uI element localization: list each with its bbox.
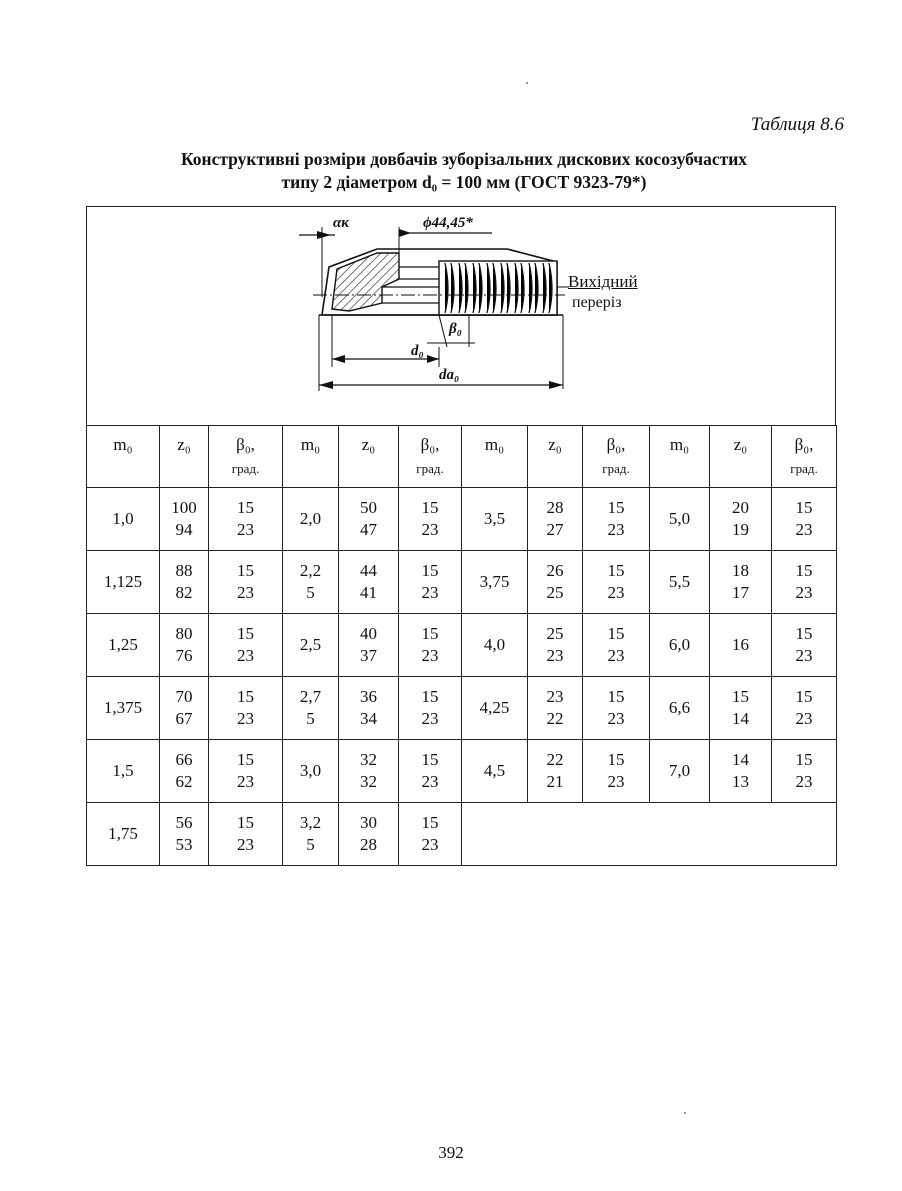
table-row [87,803,837,866]
column-header-symbol: β₀, [606,435,626,454]
teeth-count-cell-value: 100 [171,498,197,517]
column-header-symbol: z₀ [548,435,562,454]
helix-angle-cell [583,740,650,803]
helix-angle-cell [209,803,283,866]
helix-angle-cell-value: 15 [795,750,813,769]
column-header-unit: град. [231,461,260,476]
teeth-count-cell-value: 15 [732,687,749,706]
helix-angle-cell-value: 15 [237,624,254,643]
helix-angle-cell [399,614,462,677]
teeth-count-cell-value: 40 [360,624,377,643]
teeth-count-cell-value: 62 [175,772,193,791]
teeth-region [439,261,557,315]
teeth-count-cell [160,677,209,740]
helix-angle-cell-value: 15 [421,750,439,769]
helix-angle-cell [209,740,283,803]
teeth-count-cell-value: 34 [360,709,377,728]
module-cell-value: 5 [306,709,315,728]
module-cell [650,677,710,740]
helix-angle-cell [209,551,283,614]
output-section-label: Вихідний [568,272,638,291]
teeth-count-cell-value: 28 [360,835,377,854]
helix-angle-cell-value: 23 [607,646,625,665]
d0-label: d₀ [411,343,424,359]
table-number: Таблиця 8.6 [750,114,844,135]
output-section-label-2: переріз [572,294,622,311]
helix-angle-cell [209,488,283,551]
column-header [209,426,283,488]
beta-label: β₀ [449,321,462,337]
teeth-count-cell [710,488,772,551]
module-cell-value: 3,2 [299,813,322,832]
helix-angle-cell-value: 15 [607,750,625,769]
helix-angle-cell-value: 23 [421,646,439,665]
module-cell-value: 2,2 [299,561,322,580]
scan-speck [684,1112,686,1114]
helix-angle-cell-value: 15 [421,687,439,706]
module-cell-value: 3,5 [483,509,506,528]
helix-angle-cell-value: 23 [237,772,254,791]
helix-angle-cell-value: 15 [607,624,625,643]
helix-angle-cell-value: 15 [421,561,439,580]
column-header-unit: град. [416,461,444,476]
helix-angle-cell-value: 15 [421,624,439,643]
teeth-count-cell-value: 22 [546,709,564,728]
column-header [710,426,772,488]
diameter-label: ϕ44,45* [423,215,473,231]
helix-angle-cell-value: 15 [421,813,439,832]
column-header-unit: град. [790,461,818,476]
table-row [87,677,837,740]
teeth-count-cell [160,551,209,614]
teeth-count-cell-value: 14 [732,709,749,728]
module-cell [283,677,339,740]
helix-angle-cell-value: 23 [421,520,439,539]
da0-label: dа₀ [439,367,460,383]
table-row [87,488,837,551]
module-cell-value: 5,5 [668,572,691,591]
teeth-count-cell-value: 88 [175,561,193,580]
column-header [160,426,209,488]
helix-angle-cell-value: 15 [607,687,625,706]
title-line-2: типу 2 діаметром d₀ = 100 мм (ГОСТ 9323-79*) [281,172,647,192]
helix-angle-cell-value: 23 [237,835,254,854]
table-row [87,740,837,803]
module-cell [283,488,339,551]
helix-angle-cell-value: 15 [421,498,439,517]
module-cell [650,740,710,803]
module-cell-value: 1,25 [108,635,138,654]
helix-angle-cell-value: 23 [795,646,813,665]
teeth-count-cell [160,740,209,803]
teeth-count-cell-value: 18 [732,561,749,580]
helix-angle-cell-value: 15 [795,498,813,517]
module-cell [650,614,710,677]
helix-angle-cell-value: 15 [237,561,254,580]
module-cell-value: 6,6 [668,698,691,717]
helix-angle-cell-value: 15 [237,687,254,706]
module-cell [87,488,160,551]
teeth-count-cell-value: 56 [175,813,193,832]
helix-angle-cell-value: 23 [607,520,625,539]
helix-angle-cell-value: 23 [607,772,625,791]
teeth-count-cell [528,614,583,677]
teeth-count-cell-value: 13 [732,772,749,791]
teeth-count-cell-value: 67 [175,709,193,728]
module-cell [462,614,528,677]
column-header-symbol: m₀ [669,435,690,454]
helix-angle-cell-value: 15 [237,750,254,769]
module-cell-value: 4,25 [479,698,510,717]
column-header-symbol: β₀, [794,435,814,454]
module-cell-value: 5,0 [668,509,691,528]
module-cell [283,803,339,866]
module-cell-value: 1,125 [103,572,143,591]
column-header-symbol: β₀, [420,435,440,454]
teeth-count-cell [160,614,209,677]
teeth-count-cell-value: 23 [546,646,564,665]
teeth-count-cell [339,551,399,614]
module-cell-value: 1,375 [103,698,143,717]
page-number: 392 [438,1143,464,1162]
helix-angle-cell [399,803,462,866]
teeth-count-cell [339,740,399,803]
module-cell [462,488,528,551]
teeth-count-cell-value: 66 [175,750,193,769]
column-header-symbol: m₀ [300,435,321,454]
helix-angle-cell-value: 15 [795,687,813,706]
teeth-count-cell [710,551,772,614]
cutter-drawing [86,206,836,426]
module-cell [650,551,710,614]
teeth-count-cell [339,614,399,677]
column-header [583,426,650,488]
table-row [87,614,837,677]
module-cell-value: 4,5 [483,761,506,780]
teeth-count-cell-value: 94 [175,520,193,539]
helix-angle-cell [399,551,462,614]
module-cell-value: 7,0 [668,761,691,780]
helix-angle-cell-value: 23 [421,709,439,728]
module-cell-value: 3,75 [479,572,510,591]
teeth-count-cell-value: 30 [360,813,377,832]
helix-angle-cell [399,488,462,551]
module-cell [650,488,710,551]
teeth-count-cell [710,740,772,803]
teeth-count-cell [710,677,772,740]
helix-angle-cell-value: 23 [421,772,439,791]
column-header-symbol: z₀ [733,435,748,454]
teeth-count-cell-value: 70 [175,687,193,706]
helix-angle-cell-value: 23 [795,520,813,539]
helix-angle-cell-value: 23 [237,709,254,728]
helix-angle-cell-value: 23 [795,709,813,728]
scan-speck [526,82,528,84]
module-cell-value: 5 [306,835,315,854]
teeth-count-cell-value: 16 [732,635,749,654]
teeth-count-cell-value: 19 [732,520,749,539]
teeth-count-cell-value: 32 [360,772,377,791]
teeth-count-cell-value: 28 [546,498,564,517]
column-header-symbol: m₀ [484,435,505,454]
helix-angle-cell [772,740,837,803]
teeth-count-cell-value: 50 [360,498,377,517]
column-header [650,426,710,488]
module-cell [87,803,160,866]
helix-angle-cell [772,488,837,551]
teeth-count-cell [339,488,399,551]
helix-angle-cell-value: 15 [795,624,813,643]
helix-angle-cell-value: 23 [237,583,254,602]
helix-angle-cell-value: 23 [237,646,254,665]
helix-angle-cell [583,677,650,740]
helix-angle-cell-value: 15 [237,813,254,832]
column-header-symbol: m₀ [113,435,133,454]
teeth-count-cell [160,488,209,551]
module-cell-value: 5 [306,583,315,602]
title-line-1: Конструктивні розміри довбачів зуборізальних дискових косозубчастих [180,149,748,169]
helix-angle-cell [772,551,837,614]
module-cell [87,740,160,803]
module-cell [462,551,528,614]
helix-angle-cell [209,614,283,677]
module-cell-value: 1,75 [108,824,138,843]
helix-angle-cell [583,551,650,614]
module-cell [283,614,339,677]
teeth-count-cell-value: 80 [175,624,193,643]
teeth-count-cell [528,488,583,551]
dimensions-table [86,425,837,866]
teeth-count-cell [528,740,583,803]
column-header [462,426,528,488]
helix-angle-cell [583,614,650,677]
teeth-count-cell-value: 17 [732,583,749,602]
helix-angle-cell [583,488,650,551]
helix-angle-cell-value: 23 [795,583,813,602]
module-cell-value: 2,5 [299,635,322,654]
module-cell [87,614,160,677]
module-cell [283,740,339,803]
teeth-count-cell [528,551,583,614]
helix-angle-cell [399,740,462,803]
module-cell-value: 6,0 [668,635,691,654]
helix-angle-cell [772,614,837,677]
helix-angle-cell [399,677,462,740]
teeth-count-cell [160,803,209,866]
module-cell-value: 1,5 [112,761,134,780]
teeth-count-cell-value: 32 [360,750,377,769]
table-row [87,551,837,614]
teeth-count-cell-value: 44 [360,561,377,580]
helix-angle-cell-value: 23 [607,583,625,602]
teeth-count-cell-value: 82 [175,583,193,602]
cutter-cross-section-diagram [87,207,837,427]
helix-angle-cell-value: 23 [607,709,625,728]
helix-angle-cell-value: 15 [607,561,625,580]
teeth-count-cell-value: 25 [546,624,564,643]
column-header [283,426,339,488]
empty-cell [462,803,837,866]
column-header-unit: град. [602,461,630,476]
module-cell [87,677,160,740]
teeth-count-cell-value: 25 [546,583,564,602]
teeth-count-cell-value: 27 [546,520,564,539]
helix-angle-cell-value: 23 [421,583,439,602]
module-cell-value: 2,0 [299,509,322,528]
teeth-count-cell-value: 23 [546,687,564,706]
module-cell [87,551,160,614]
teeth-count-cell-value: 37 [360,646,377,665]
teeth-count-cell-value: 20 [732,498,749,517]
module-cell [462,677,528,740]
teeth-count-cell-value: 22 [546,750,564,769]
helix-angle-cell [209,677,283,740]
alpha-k-label: αк [333,215,349,231]
teeth-count-cell-value: 21 [546,772,564,791]
teeth-count-cell-value: 53 [175,835,193,854]
column-header [339,426,399,488]
column-header [87,426,160,488]
teeth-count-cell-value: 76 [175,646,193,665]
teeth-count-cell-value: 41 [360,583,377,602]
teeth-count-cell-value: 47 [360,520,377,539]
column-header-symbol: z₀ [361,435,376,454]
teeth-count-cell-value: 14 [732,750,749,769]
module-cell-value: 3,0 [299,761,322,780]
module-cell-value: 4,0 [483,635,506,654]
module-cell-value: 1,0 [112,509,134,528]
teeth-count-cell [339,803,399,866]
module-cell-value: 2,7 [299,687,322,706]
helix-angle-cell-value: 23 [421,835,439,854]
column-header [399,426,462,488]
helix-angle-cell [772,677,837,740]
helix-angle-cell-value: 23 [237,520,254,539]
teeth-count-cell [528,677,583,740]
column-header [528,426,583,488]
helix-angle-cell-value: 15 [607,498,625,517]
module-cell [283,551,339,614]
header-row [87,426,837,488]
teeth-count-cell [710,614,772,677]
column-header-symbol: β₀, [236,435,255,454]
teeth-count-cell [339,677,399,740]
page-title [90,148,838,194]
teeth-count-cell-value: 26 [546,561,564,580]
module-cell [462,740,528,803]
helix-angle-cell-value: 23 [795,772,813,791]
helix-angle-cell-value: 15 [237,498,254,517]
column-header-symbol: z₀ [177,435,191,454]
helix-angle-cell-value: 15 [795,561,813,580]
column-header [772,426,837,488]
teeth-count-cell-value: 36 [360,687,377,706]
